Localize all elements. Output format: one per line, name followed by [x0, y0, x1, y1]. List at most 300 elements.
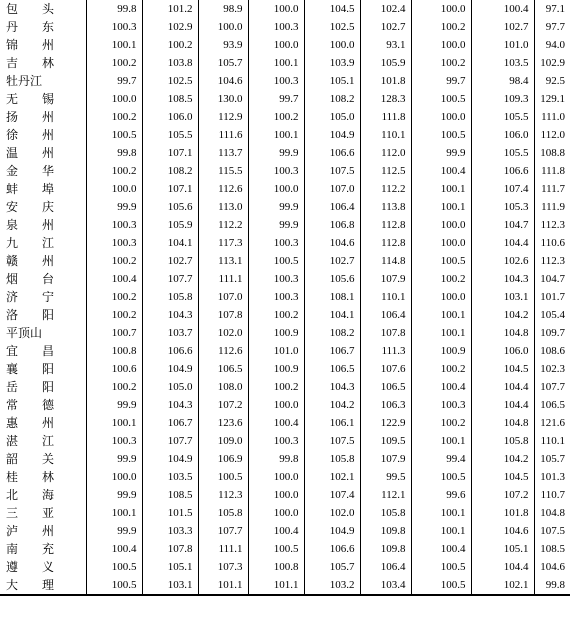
index-value-cell: 105.0 — [304, 108, 360, 126]
index-value-cell: 107.7 — [534, 378, 570, 396]
index-value-cell: 101.1 — [198, 576, 248, 595]
index-value-cell: 111.7 — [534, 180, 570, 198]
index-value-cell: 105.5 — [471, 144, 534, 162]
index-value-cell: 104.8 — [471, 324, 534, 342]
index-value-cell: 108.2 — [304, 324, 360, 342]
table-row — [0, 576, 570, 595]
index-value-cell: 108.2 — [142, 162, 198, 180]
city-name-cell: 丹 东 — [6, 20, 55, 34]
index-value-cell: 100.0 — [86, 468, 142, 486]
index-value-cell: 107.6 — [360, 360, 411, 378]
index-value-cell: 104.6 — [198, 72, 248, 90]
index-value-cell: 100.9 — [248, 324, 304, 342]
index-value-cell: 107.7 — [142, 432, 198, 450]
index-value-cell: 107.5 — [304, 162, 360, 180]
index-value-cell: 100.1 — [248, 54, 304, 72]
index-value-cell: 100.2 — [411, 54, 471, 72]
index-value-cell: 112.9 — [198, 108, 248, 126]
index-value-cell: 104.8 — [534, 504, 570, 522]
index-value-cell: 107.5 — [304, 432, 360, 450]
index-value-cell: 100.6 — [86, 360, 142, 378]
index-value-cell: 104.5 — [471, 360, 534, 378]
index-value-cell: 111.6 — [198, 126, 248, 144]
index-value-cell: 99.8 — [86, 144, 142, 162]
index-value-cell: 107.0 — [198, 288, 248, 306]
index-value-cell: 102.7 — [360, 18, 411, 36]
index-value-cell: 108.6 — [534, 342, 570, 360]
index-value-cell: 106.6 — [304, 540, 360, 558]
city-name-cell: 泉 州 — [6, 218, 55, 232]
index-value-cell: 100.0 — [411, 216, 471, 234]
index-value-cell: 101.0 — [248, 342, 304, 360]
index-value-cell: 112.6 — [198, 342, 248, 360]
index-value-cell: 113.0 — [198, 198, 248, 216]
table-row — [0, 450, 570, 468]
index-value-cell: 101.2 — [142, 0, 198, 18]
index-value-cell: 105.5 — [142, 126, 198, 144]
index-value-cell: 112.0 — [360, 144, 411, 162]
index-value-cell: 100.4 — [248, 522, 304, 540]
index-value-cell: 112.1 — [360, 486, 411, 504]
index-value-cell: 105.8 — [360, 504, 411, 522]
index-value-cell: 100.2 — [142, 36, 198, 54]
index-value-cell: 108.5 — [534, 540, 570, 558]
index-value-cell: 100.2 — [86, 288, 142, 306]
index-value-cell: 102.3 — [534, 360, 570, 378]
index-value-cell: 112.3 — [534, 252, 570, 270]
table-row — [0, 486, 570, 504]
table-row — [0, 108, 570, 126]
table-row — [0, 558, 570, 576]
index-value-cell: 106.8 — [304, 216, 360, 234]
table-row — [0, 72, 570, 90]
index-value-cell: 99.9 — [248, 198, 304, 216]
index-value-cell: 104.7 — [534, 270, 570, 288]
city-name-cell: 大 理 — [0, 576, 86, 595]
index-value-cell: 101.8 — [471, 504, 534, 522]
index-value-cell: 104.3 — [471, 270, 534, 288]
table-row — [0, 54, 570, 72]
index-value-cell: 112.5 — [360, 162, 411, 180]
index-value-cell: 102.0 — [304, 504, 360, 522]
index-value-cell: 100.2 — [86, 162, 142, 180]
index-value-cell: 128.3 — [360, 90, 411, 108]
index-value-cell: 99.9 — [86, 522, 142, 540]
index-value-cell: 103.5 — [471, 54, 534, 72]
index-value-cell: 105.8 — [142, 288, 198, 306]
table-row — [0, 270, 570, 288]
index-value-cell: 104.3 — [142, 306, 198, 324]
index-value-cell: 103.5 — [142, 468, 198, 486]
city-name-cell: 三 亚 — [6, 506, 55, 520]
index-value-cell: 104.6 — [534, 558, 570, 576]
index-value-cell: 105.0 — [142, 378, 198, 396]
city-name-cell: 包 头 — [6, 2, 55, 16]
index-value-cell: 100.2 — [248, 108, 304, 126]
index-value-cell: 107.8 — [142, 540, 198, 558]
index-value-cell: 109.8 — [360, 540, 411, 558]
index-value-cell: 102.1 — [471, 576, 534, 595]
index-value-cell: 100.2 — [411, 360, 471, 378]
index-value-cell: 112.8 — [360, 216, 411, 234]
index-value-cell: 105.5 — [471, 108, 534, 126]
city-name-cell: 遵 义 — [6, 560, 55, 574]
table-row — [0, 288, 570, 306]
index-value-cell: 104.7 — [471, 216, 534, 234]
index-value-cell: 102.9 — [534, 54, 570, 72]
index-value-cell: 104.9 — [304, 126, 360, 144]
city-name-cell: 襄 阳 — [6, 362, 55, 376]
index-value-cell: 100.5 — [411, 558, 471, 576]
index-value-cell: 106.5 — [534, 396, 570, 414]
index-value-cell: 108.5 — [142, 90, 198, 108]
city-name-cell: 桂 林 — [6, 470, 55, 484]
index-value-cell: 100.3 — [86, 234, 142, 252]
index-value-cell: 100.0 — [86, 180, 142, 198]
index-value-cell: 100.2 — [86, 378, 142, 396]
index-value-cell: 105.1 — [142, 558, 198, 576]
table-row — [0, 324, 570, 342]
index-value-cell: 105.8 — [471, 432, 534, 450]
index-value-cell: 99.7 — [411, 72, 471, 90]
index-value-cell: 104.9 — [304, 522, 360, 540]
index-value-cell: 100.0 — [248, 0, 304, 18]
table-row — [0, 540, 570, 558]
index-value-cell: 100.3 — [248, 72, 304, 90]
index-value-cell: 113.1 — [198, 252, 248, 270]
index-value-cell: 104.3 — [304, 378, 360, 396]
index-value-cell: 93.9 — [198, 36, 248, 54]
index-value-cell: 99.9 — [248, 216, 304, 234]
index-value-cell: 107.8 — [198, 306, 248, 324]
index-value-cell: 102.0 — [198, 324, 248, 342]
index-value-cell: 100.2 — [248, 306, 304, 324]
index-value-cell: 100.2 — [411, 18, 471, 36]
index-value-cell: 107.7 — [142, 270, 198, 288]
city-name-cell: 烟 台 — [6, 272, 55, 286]
index-value-cell: 109.8 — [360, 522, 411, 540]
table-row — [0, 162, 570, 180]
table-row — [0, 234, 570, 252]
city-name-cell: 锦 州 — [6, 38, 55, 52]
index-value-cell: 110.6 — [534, 234, 570, 252]
index-value-cell: 105.3 — [471, 198, 534, 216]
city-name-cell: 金 华 — [6, 164, 55, 178]
table-row — [0, 252, 570, 270]
index-value-cell: 100.1 — [411, 432, 471, 450]
index-value-cell: 114.8 — [360, 252, 411, 270]
table-row — [0, 18, 570, 36]
index-value-cell: 102.7 — [304, 252, 360, 270]
table-row — [0, 180, 570, 198]
index-value-cell: 100.0 — [411, 0, 471, 18]
index-value-cell: 111.8 — [534, 162, 570, 180]
index-value-cell: 112.0 — [534, 126, 570, 144]
index-value-cell: 104.1 — [304, 306, 360, 324]
table-row — [0, 414, 570, 432]
index-value-cell: 106.5 — [360, 378, 411, 396]
city-name-cell: 无 锡 — [6, 92, 55, 106]
index-value-cell: 106.1 — [304, 414, 360, 432]
index-value-cell: 107.1 — [142, 144, 198, 162]
city-name-cell: 湛 江 — [6, 434, 55, 448]
table-row — [0, 126, 570, 144]
index-value-cell: 110.7 — [534, 486, 570, 504]
index-value-cell: 129.1 — [534, 90, 570, 108]
index-value-cell: 98.9 — [198, 0, 248, 18]
index-value-cell: 107.7 — [198, 522, 248, 540]
index-value-cell: 122.9 — [360, 414, 411, 432]
city-name-cell: 九 江 — [6, 236, 55, 250]
index-value-cell: 100.0 — [411, 234, 471, 252]
index-value-cell: 100.5 — [411, 126, 471, 144]
table-row — [0, 396, 570, 414]
index-value-cell: 104.8 — [471, 414, 534, 432]
index-value-cell: 101.7 — [534, 288, 570, 306]
index-value-cell: 102.6 — [471, 252, 534, 270]
index-value-cell: 104.4 — [471, 378, 534, 396]
index-value-cell: 100.3 — [248, 432, 304, 450]
index-value-cell: 121.6 — [534, 414, 570, 432]
index-value-cell: 108.0 — [198, 378, 248, 396]
index-value-cell: 100.9 — [248, 360, 304, 378]
index-value-cell: 102.1 — [304, 468, 360, 486]
index-value-cell: 113.8 — [360, 198, 411, 216]
index-value-cell: 111.1 — [198, 270, 248, 288]
index-value-cell: 100.1 — [411, 306, 471, 324]
index-value-cell: 100.3 — [248, 234, 304, 252]
index-value-cell: 111.1 — [198, 540, 248, 558]
index-value-cell: 101.1 — [248, 576, 304, 595]
index-value-cell: 109.3 — [471, 90, 534, 108]
index-value-cell: 100.0 — [248, 468, 304, 486]
city-name-cell: 济 宁 — [6, 290, 55, 304]
index-value-cell: 103.4 — [360, 576, 411, 595]
index-value-cell: 107.3 — [198, 558, 248, 576]
index-value-cell: 104.1 — [142, 234, 198, 252]
index-value-cell: 99.4 — [411, 450, 471, 468]
index-value-cell: 100.1 — [86, 414, 142, 432]
index-value-cell: 106.5 — [198, 360, 248, 378]
index-value-cell: 100.4 — [248, 414, 304, 432]
index-value-cell: 102.9 — [142, 18, 198, 36]
index-value-cell: 100.4 — [411, 540, 471, 558]
index-value-cell: 99.9 — [86, 396, 142, 414]
index-value-cell: 107.2 — [198, 396, 248, 414]
index-value-cell: 102.5 — [304, 18, 360, 36]
index-value-cell: 100.0 — [248, 486, 304, 504]
index-value-cell: 100.0 — [248, 36, 304, 54]
index-value-cell: 104.5 — [304, 0, 360, 18]
index-value-cell: 100.2 — [248, 378, 304, 396]
index-value-cell: 110.1 — [360, 288, 411, 306]
table-row — [0, 198, 570, 216]
index-value-cell: 108.2 — [304, 90, 360, 108]
index-value-cell: 104.3 — [142, 396, 198, 414]
index-value-cell: 105.9 — [142, 216, 198, 234]
index-value-cell: 107.5 — [534, 522, 570, 540]
index-value-cell: 100.3 — [248, 18, 304, 36]
city-name-cell: 平顶山 — [6, 326, 43, 340]
index-value-cell: 106.4 — [360, 558, 411, 576]
index-value-cell: 100.5 — [411, 90, 471, 108]
index-value-cell: 108.1 — [304, 288, 360, 306]
index-value-cell: 104.2 — [471, 450, 534, 468]
index-value-cell: 100.7 — [86, 324, 142, 342]
index-value-cell: 100.5 — [248, 540, 304, 558]
index-value-cell: 111.0 — [534, 108, 570, 126]
index-value-cell: 100.2 — [86, 252, 142, 270]
city-name-cell: 吉 林 — [6, 56, 55, 70]
index-value-cell: 104.6 — [471, 522, 534, 540]
index-value-cell: 108.5 — [142, 486, 198, 504]
index-value-cell: 97.7 — [534, 18, 570, 36]
table-row — [0, 522, 570, 540]
city-name-cell: 岳 阳 — [6, 380, 55, 394]
index-value-cell: 98.4 — [471, 72, 534, 90]
index-value-cell: 100.3 — [86, 216, 142, 234]
city-name-cell: 赣 州 — [6, 254, 55, 268]
index-value-cell: 106.0 — [471, 342, 534, 360]
table-row — [0, 360, 570, 378]
city-name-cell: 徐 州 — [6, 128, 55, 142]
index-value-cell: 103.2 — [304, 576, 360, 595]
index-value-cell: 100.5 — [248, 252, 304, 270]
index-value-cell: 100.0 — [411, 288, 471, 306]
city-name-cell: 南 充 — [6, 542, 55, 556]
index-value-cell: 100.0 — [248, 396, 304, 414]
index-value-cell: 99.8 — [248, 450, 304, 468]
city-name-cell: 韶 关 — [6, 452, 55, 466]
index-value-cell: 100.5 — [411, 576, 471, 595]
index-value-cell: 102.4 — [360, 0, 411, 18]
index-value-cell: 105.6 — [142, 198, 198, 216]
index-value-cell: 112.6 — [198, 180, 248, 198]
table-row — [0, 0, 570, 18]
city-name-cell: 洛 阳 — [6, 308, 55, 322]
index-value-cell: 111.3 — [360, 342, 411, 360]
index-value-cell: 100.0 — [304, 36, 360, 54]
index-value-cell: 100.0 — [411, 36, 471, 54]
index-value-cell: 99.9 — [86, 198, 142, 216]
index-value-cell: 100.0 — [248, 504, 304, 522]
index-value-cell: 105.7 — [198, 54, 248, 72]
index-value-cell: 100.5 — [86, 576, 142, 595]
index-value-cell: 109.5 — [360, 432, 411, 450]
index-value-cell: 112.3 — [534, 216, 570, 234]
index-value-cell: 106.6 — [142, 342, 198, 360]
index-value-cell: 106.0 — [471, 126, 534, 144]
index-value-cell: 112.3 — [198, 486, 248, 504]
index-value-cell: 104.9 — [142, 450, 198, 468]
index-value-cell: 100.1 — [411, 504, 471, 522]
index-value-cell: 100.4 — [86, 270, 142, 288]
index-value-cell: 102.7 — [142, 252, 198, 270]
table-row — [0, 216, 570, 234]
index-value-cell: 109.0 — [198, 432, 248, 450]
index-value-cell: 99.9 — [86, 486, 142, 504]
index-value-cell: 107.8 — [360, 324, 411, 342]
table-row — [0, 90, 570, 108]
index-value-cell: 100.5 — [411, 252, 471, 270]
table-row — [0, 36, 570, 54]
index-value-cell: 105.9 — [360, 54, 411, 72]
index-value-cell: 103.9 — [304, 54, 360, 72]
index-value-cell: 100.5 — [86, 558, 142, 576]
index-value-cell: 109.7 — [534, 324, 570, 342]
index-value-cell: 100.4 — [411, 378, 471, 396]
index-value-cell: 113.7 — [198, 144, 248, 162]
index-value-cell: 117.3 — [198, 234, 248, 252]
index-value-cell: 123.6 — [198, 414, 248, 432]
table-row — [0, 342, 570, 360]
index-value-cell: 103.1 — [471, 288, 534, 306]
index-value-cell: 100.2 — [86, 306, 142, 324]
index-value-cell: 100.8 — [248, 558, 304, 576]
index-value-cell: 100.3 — [86, 432, 142, 450]
index-value-cell: 110.1 — [360, 126, 411, 144]
index-value-cell: 107.4 — [471, 180, 534, 198]
city-name-cell: 泸 州 — [6, 524, 55, 538]
index-value-cell: 104.4 — [471, 558, 534, 576]
city-name-cell: 宜 昌 — [6, 344, 55, 358]
index-value-cell: 100.3 — [248, 288, 304, 306]
index-value-cell: 106.4 — [304, 198, 360, 216]
table-row — [0, 378, 570, 396]
index-value-cell: 103.8 — [142, 54, 198, 72]
index-value-cell: 107.1 — [142, 180, 198, 198]
index-value-cell: 100.0 — [248, 180, 304, 198]
city-name-cell: 安 庆 — [6, 200, 55, 214]
index-value-cell: 105.4 — [534, 306, 570, 324]
index-value-cell: 100.2 — [411, 270, 471, 288]
index-value-cell: 100.0 — [86, 90, 142, 108]
city-name-cell: 温 州 — [6, 146, 55, 160]
index-value-cell: 112.2 — [198, 216, 248, 234]
index-value-cell: 100.9 — [411, 342, 471, 360]
index-value-cell: 100.3 — [86, 18, 142, 36]
index-value-cell: 103.7 — [142, 324, 198, 342]
index-value-cell: 100.5 — [198, 468, 248, 486]
table-row — [0, 504, 570, 522]
index-value-cell: 101.3 — [534, 468, 570, 486]
index-value-cell: 99.7 — [248, 90, 304, 108]
index-value-cell: 100.8 — [86, 342, 142, 360]
index-value-cell: 93.1 — [360, 36, 411, 54]
index-value-cell: 107.9 — [360, 270, 411, 288]
index-value-cell: 102.7 — [471, 18, 534, 36]
index-value-cell: 111.8 — [360, 108, 411, 126]
index-value-cell: 106.6 — [471, 162, 534, 180]
index-value-cell: 100.4 — [471, 0, 534, 18]
index-value-cell: 105.8 — [304, 450, 360, 468]
index-value-cell: 101.5 — [142, 504, 198, 522]
city-name-cell: 蚌 埠 — [6, 182, 55, 196]
index-value-cell: 103.1 — [142, 576, 198, 595]
index-value-cell: 111.9 — [534, 198, 570, 216]
index-value-cell: 104.5 — [471, 468, 534, 486]
index-value-cell: 105.1 — [471, 540, 534, 558]
index-value-cell: 100.1 — [86, 36, 142, 54]
index-value-cell: 104.6 — [304, 234, 360, 252]
index-value-cell: 103.3 — [142, 522, 198, 540]
city-name-cell: 牡丹江 — [6, 74, 43, 88]
index-value-cell: 99.7 — [86, 72, 142, 90]
index-value-cell: 100.3 — [248, 162, 304, 180]
index-value-cell: 107.0 — [304, 180, 360, 198]
index-value-cell: 99.9 — [248, 144, 304, 162]
city-name-cell: 常 德 — [6, 398, 55, 412]
